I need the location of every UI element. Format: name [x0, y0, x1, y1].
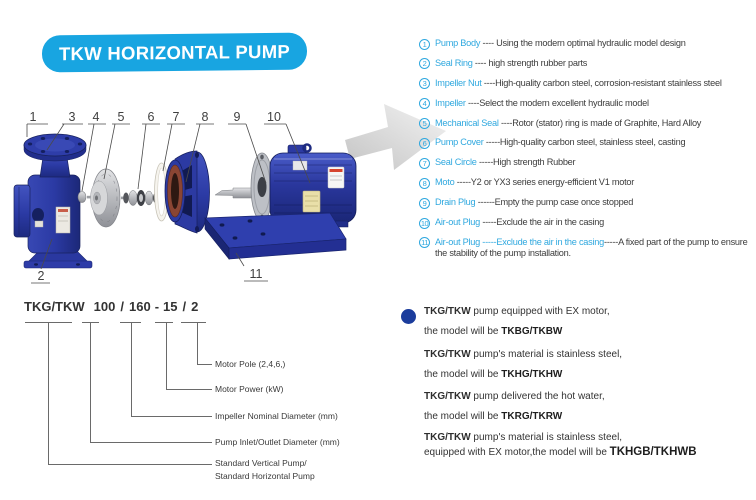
variant-prefix: TKG/TKW: [424, 431, 471, 443]
variant-model: TKHGB/TKHWB: [609, 445, 697, 458]
callout-label: 5: [117, 110, 125, 124]
callout-label: 2: [37, 269, 45, 283]
model-code-sep: /: [120, 299, 124, 314]
variant-item: [424, 430, 754, 460]
pump-type-line2: Standard Horizontal Pump: [215, 471, 315, 481]
part-description: -----Exclude the air in the casing: [480, 217, 605, 228]
variant-item: [424, 387, 754, 427]
callout-label: 10: [267, 110, 281, 124]
item-number-badge: 6: [419, 138, 430, 149]
tree-line: [166, 322, 167, 390]
tree-line: [90, 322, 91, 443]
base-plate: [205, 213, 346, 259]
model-code-seg: 100: [93, 299, 116, 314]
variant-item: [424, 345, 754, 385]
parts-list-item: [419, 217, 753, 237]
item-number-badge: 5: [419, 118, 430, 129]
variant-prefix: TKG/TKW: [424, 306, 471, 317]
tree-line: [131, 322, 132, 417]
parts-list-item: [419, 137, 753, 157]
item-number-badge: 9: [419, 198, 430, 209]
part-description: -----A fixed part of the pump to ensure the stability of the pump installation.: [435, 236, 748, 259]
parts-list-item: [419, 58, 753, 78]
variant-result: the model will be: [424, 326, 502, 337]
part-description: -----High-quality carbon steel, stainless steel, casting: [483, 137, 686, 148]
part-name: Seal Ring: [435, 57, 473, 68]
parts-list-item: [419, 237, 753, 260]
variant-condition: pump delivered the hot water,: [470, 391, 605, 402]
model-code: [24, 299, 198, 314]
callout-label: 3: [68, 110, 76, 124]
variant-condition: pump's material is stainless steel,: [470, 348, 623, 360]
model-code-label-impeller-diameter: Impeller Nominal Diameter (mm): [215, 411, 338, 421]
variant-result: the model will be: [424, 411, 502, 422]
mechanical-seal: [123, 190, 158, 206]
parts-list-item: [419, 157, 753, 177]
part-name: Mechanical Seal: [435, 117, 499, 128]
callout-label: 11: [249, 267, 263, 281]
model-code-prefix: TKG/TKW: [24, 299, 85, 314]
tree-line: [166, 389, 212, 390]
part-name: Pump Body: [435, 38, 481, 48]
item-number-badge: 11: [419, 237, 430, 248]
item-number-badge: 3: [419, 78, 430, 89]
part-name: Seal Circle: [435, 157, 477, 168]
item-number-badge: 2: [419, 58, 430, 69]
tree-line: [131, 416, 212, 417]
impeller: [78, 169, 124, 227]
tree-line: [197, 364, 212, 365]
parts-list: [419, 33, 753, 260]
model-code-label-motor-pole: Motor Pole (2,4,6,): [215, 359, 286, 369]
part-name: Drain Plug: [435, 197, 476, 208]
callout-label: 1: [29, 110, 37, 124]
pump-type-line1: Standard Vertical Pump/: [215, 458, 307, 468]
part-name: Impeller Nut: [435, 77, 482, 88]
model-code-sep: /: [182, 299, 187, 314]
parts-list-item: [419, 98, 753, 118]
page-title: TKW HORIZONTAL PUMP: [58, 40, 291, 64]
parts-list-item: [419, 78, 753, 98]
item-number-badge: 8: [419, 178, 430, 189]
model-code-seg: 15: [163, 299, 178, 314]
part-description: ------Empty the pump case once stopped: [475, 197, 634, 208]
tree-line: [155, 322, 173, 323]
item-number-badge: 1: [419, 39, 430, 50]
bullet-icon: [401, 309, 416, 324]
title-banner: [42, 33, 307, 73]
model-code-label-inlet-outlet: Pump Inlet/Outlet Diameter (mm): [215, 437, 340, 447]
part-name: Impeller: [435, 97, 466, 108]
variant-condition: pump's material is stainless steel,: [470, 431, 623, 443]
part-name: Moto: [435, 177, 455, 188]
tree-line: [48, 322, 49, 465]
part-description: ---- Using the modern optimal hydraulic model design: [480, 38, 686, 48]
model-variants: [424, 302, 754, 462]
model-code-label-motor-power: Motor Power (kW): [215, 384, 284, 394]
callout-label: 8: [201, 110, 209, 124]
part-description: ----Rotor (stator) ring is made of Graphite, Hard Alloy: [498, 117, 702, 128]
callout-label: 9: [233, 110, 241, 124]
parts-list-item: [419, 177, 753, 197]
pump-exploded-diagram: [8, 95, 458, 295]
callout-label: 4: [92, 110, 100, 124]
model-code-seg: 160: [128, 299, 151, 314]
part-name: Pump Cover: [435, 137, 484, 148]
tree-line: [90, 442, 212, 443]
part-description: ----High-quality carbon steel, corrosion-resistant stainless steel: [481, 77, 722, 88]
part-name: Air-out Plug -----Exclude the air in the casing: [435, 236, 605, 247]
pump-cover: [165, 151, 210, 233]
part-name: Air-out Plug: [435, 217, 481, 228]
variant-result: equipped with EX motor,the model will be: [424, 446, 610, 458]
variant-model: TKRG/TKRW: [501, 411, 563, 422]
tree-line: [48, 464, 212, 465]
parts-list-item: [419, 38, 753, 58]
variant-model: TKBG/TKBW: [501, 326, 563, 337]
variant-condition: pump equipped with EX motor,: [470, 306, 610, 317]
part-description: ----Select the modern excellent hydraulic model: [465, 97, 649, 108]
variant-result: the model will be: [424, 368, 502, 380]
variant-item: [424, 302, 754, 342]
callout-label: 6: [147, 110, 155, 124]
variant-model: TKHG/TKHW: [501, 368, 563, 380]
callout-label: 7: [172, 110, 180, 124]
model-code-label-pump-type: [215, 457, 315, 483]
part-description: -----High strength Rubber: [476, 157, 576, 168]
variant-prefix: TKG/TKW: [424, 391, 471, 402]
parts-list-item: [419, 118, 753, 138]
model-code-seg: 2: [191, 299, 199, 314]
item-number-badge: 10: [420, 218, 429, 228]
parts-list-item: [419, 197, 753, 217]
model-code-sep: -: [154, 299, 160, 314]
item-number-badge: 7: [419, 158, 430, 169]
part-description: ---- high strength rubber parts: [472, 57, 588, 68]
tree-line: [181, 322, 206, 323]
part-description: -----Y2 or YX3 series energy-efficient V1 motor: [454, 177, 635, 188]
tree-line: [197, 322, 198, 365]
variant-prefix: TKG/TKW: [424, 348, 471, 360]
item-number-badge: 4: [419, 98, 430, 109]
